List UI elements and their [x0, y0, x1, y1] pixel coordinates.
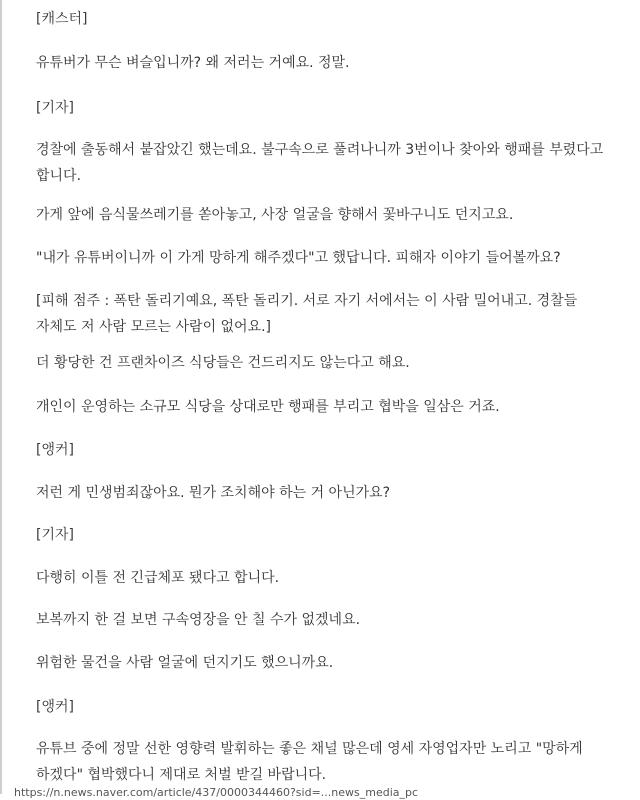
speaker-label-reporter: [기자]: [36, 100, 74, 116]
paragraph: 보복까지 한 걸 보면 구속영장을 안 칠 수가 없겠네요.: [36, 612, 361, 628]
paragraph: 유튜브 중에 정말 선한 영향력 발휘하는 좋은 채널 많은데 영세 자영업자만 노리고 "망하게 하겠다" 협박했다니 제대로 처벌 받길 바랍니다.: [36, 741, 583, 783]
speaker-label-anchor: [앵커]: [36, 699, 74, 715]
source-url-link[interactable]: https://n.news.naver.com/article/437/0000344460?sid=...news_media_pc: [14, 786, 419, 799]
paragraph: 유튜버가 무슨 벼슬입니까? 왜 저러는 거예요. 정말.: [36, 55, 350, 71]
paragraph: "내가 유튜버이니까 이 가게 망하게 해주겠다"고 했답니다. 피해자 이야기 들어볼까요?: [36, 250, 561, 266]
paragraph: 다행히 이틀 전 긴급체포 됐다고 합니다.: [36, 570, 280, 586]
speaker-label-caster: [캐스터]: [36, 11, 88, 27]
paragraph: 저런 게 민생범죄잖아요. 뭔가 조치해야 하는 거 아닌가요?: [36, 485, 391, 501]
paragraph: 가게 앞에 음식물쓰레기를 쏟아놓고, 사장 얼굴을 향해서 꽃바구니도 던지고요.: [36, 207, 514, 223]
paragraph: 더 황당한 건 프랜차이즈 식당들은 건드리지도 않는다고 해요.: [36, 355, 410, 371]
speaker-label-anchor: [앵커]: [36, 442, 74, 458]
paragraph-quote: [피해 점주 : 폭탄 돌리기예요, 폭탄 돌리기. 서로 자기 서에서는 이 사람 밀어내고. 경찰들 자체도 저 사람 모르는 사람이 없어요.]: [36, 293, 578, 335]
paragraph: 위험한 물건을 사람 얼굴에 던지기도 했으니까요.: [36, 655, 334, 671]
paragraph: 개인이 운영하는 소규모 식당을 상대로만 행패를 부리고 협박을 일삼은 거죠.: [36, 399, 500, 415]
speaker-label-reporter: [기자]: [36, 527, 74, 543]
page-left-border: [0, 0, 2, 794]
paragraph: 경찰에 출동해서 붙잡았긴 했는데요. 불구속으로 풀려나니까 3번이나 찾아와 행패를 부렸다고 합니다.: [36, 142, 604, 184]
